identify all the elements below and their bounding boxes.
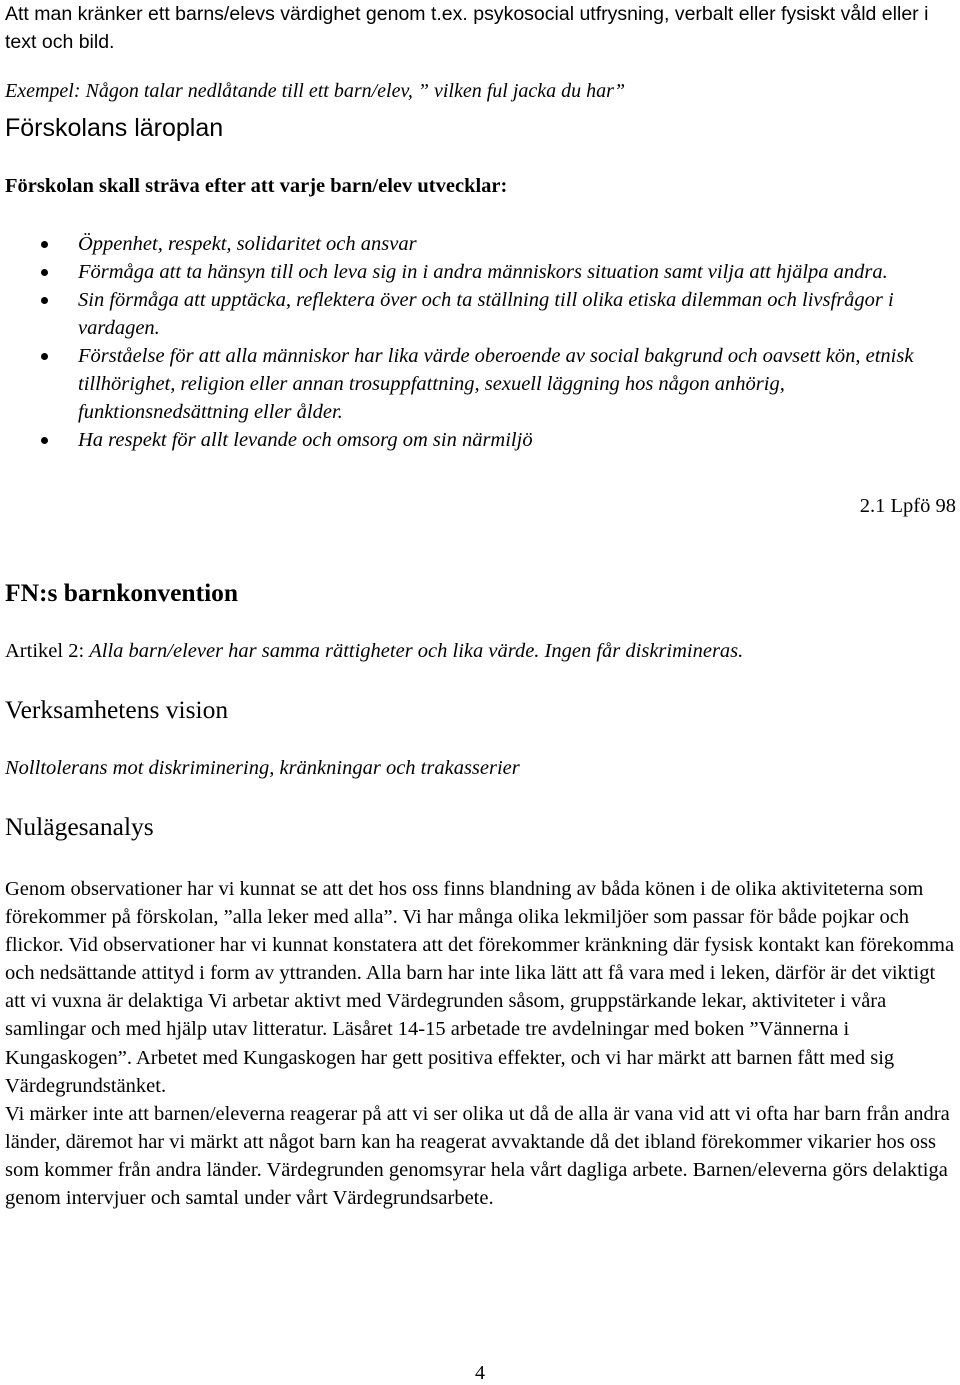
page-number: 4 <box>475 1362 485 1384</box>
bullet-icon <box>41 269 48 276</box>
bullet-icon <box>41 297 48 304</box>
bullet-icon <box>41 437 48 444</box>
analysis-body <box>5 875 957 1212</box>
goal-item <box>0 426 960 454</box>
curriculum-source: 2.1 Lpfö 98 <box>859 495 956 517</box>
bullet-icon <box>41 241 48 248</box>
curriculum-subtitle: Förskolan skall sträva efter att varje barn/elev utvecklar: <box>5 175 508 197</box>
goal-item <box>0 230 960 258</box>
goal-item <box>0 342 960 426</box>
goal-item <box>0 258 960 286</box>
example-text: Exempel: Någon talar nedlåtande till ett barn/elev, ” vilken ful jacka du har” <box>5 80 626 102</box>
goal-list <box>0 230 960 454</box>
article-label: Artikel 2: <box>5 640 90 662</box>
bullet-icon <box>41 353 48 360</box>
vision-text: Nolltolerans mot diskriminering, kränkningar och trakasserier <box>5 757 520 779</box>
analysis-paragraph: Vi märker inte att barnen/eleverna reagerar på att vi ser olika ut då de alla är vana vid att vi ofta har barn från andra länder, däremot har vi märkt att något barn kan ha reagerat avvaktande då det ibland förekommer vikarier hos oss som kommer från andra länder. Värdegrunden genomsyrar hela vårt dagliga arbete. Barnen/eleverna görs delaktiga genom intervjuer och samtal under vårt Värdegrundsarbete. <box>5 1102 950 1210</box>
article-text: Alla barn/elever har samma rättigheter och lika värde. Ingen får diskrimineras. <box>89 640 744 662</box>
goal-text: Sin förmåga att upptäcka, reflektera över och ta ställning till olika etiska dilemman och livsfrågor i vardagen. <box>78 289 894 339</box>
intro-text: Att man kränker ett barns/elevs värdighet genom t.ex. psykosocial utfrysning, verbalt eller fysiskt våld eller i text och bild. <box>5 3 929 53</box>
goal-text: Ha respekt för allt levande och omsorg om sin närmiljö <box>78 429 533 451</box>
analysis-title: Nulägesanalys <box>5 812 154 841</box>
convention-article <box>5 637 743 665</box>
goal-text: Förståelse för att alla människor har lika värde oberoende av social bakgrund och oavsett kön, etnisk tillhörighet, religion eller annan trosuppfattning, sexuell läggning hos någon anhörig, funktionsnedsättning eller ålder. <box>78 345 914 423</box>
vision-title: Verksamhetens vision <box>5 695 229 724</box>
convention-title: FN:s barnkonvention <box>5 578 239 607</box>
goal-item <box>0 286 960 342</box>
goal-text: Öppenhet, respekt, solidaritet och ansvar <box>78 233 417 255</box>
curriculum-title: Förskolans läroplan <box>5 114 224 142</box>
goal-text: Förmåga att ta hänsyn till och leva sig in i andra människors situation samt vilja att hjälpa andra. <box>78 261 888 283</box>
analysis-paragraph: Genom observationer har vi kunnat se att det hos oss finns blandning av båda könen i de olika aktiviteterna som förekommer på förskolan, ”alla leker med alla”. Vi har många olika lekmiljöer som passar för både pojkar och flickor. Vid observationer har vi kunnat konstatera att det förekommer kränkning där fysisk kontakt kan förekomma och nedsättande attityd i form av yttranden. Alla barn har inte lika lätt att få vara med i leken, därför är det viktigt att vi vuxna är delaktiga Vi arbetar aktivt med Värdegrunden såsom, gruppstärkande lekar, aktiviteter i våra samlingar och med hjälp utav litteratur. Läsåret 14-15 arbetade tre avdelningar med boken ”Vännerna i Kungaskogen”. Arbetet med Kungaskogen har gett positiva effekter, och vi har märkt att barnen fått med sig Värdegrundstänket. <box>5 878 955 1097</box>
